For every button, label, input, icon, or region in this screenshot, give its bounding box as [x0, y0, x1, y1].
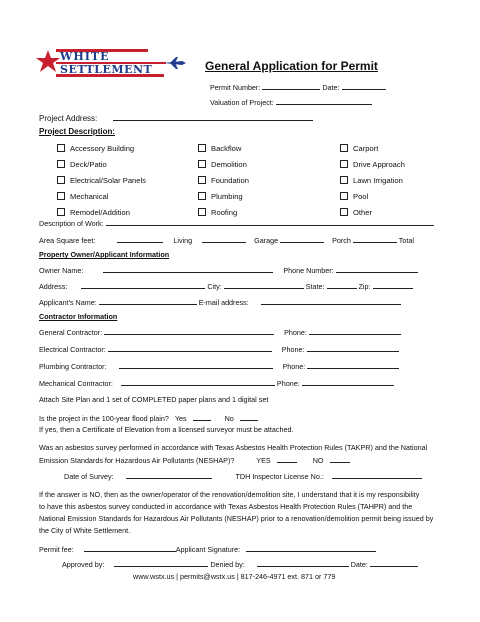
zip-field[interactable]: [373, 281, 413, 289]
checkbox-demolition[interactable]: Demolition: [198, 157, 249, 173]
plumbing-contractor-label: Plumbing Contractor:: [39, 362, 107, 371]
electrical-phone-field[interactable]: [307, 344, 399, 352]
flood-question: Is the project in the 100-year flood plain?: [39, 414, 169, 423]
footer-contact: www.wstx.us | permits@wstx.us | 817-246-4971 ext. 871 or 779: [133, 572, 336, 581]
total-label: Total: [398, 236, 414, 245]
electrical-contractor-label: Electrical Contractor:: [39, 345, 106, 354]
applicant-name-field[interactable]: [99, 297, 197, 305]
mechanical-contractor-label: Mechanical Contractor:: [39, 379, 113, 388]
plumbing-contractor-field[interactable]: [119, 361, 273, 369]
checkbox-deck-patio[interactable]: Deck/Patio: [57, 157, 146, 173]
address-label: Address:: [39, 282, 68, 291]
plumbing-phone-label: Phone:: [282, 362, 306, 371]
phone-number-field[interactable]: [336, 265, 418, 273]
date-of-survey-field[interactable]: [126, 471, 212, 479]
signature-date-field[interactable]: [370, 559, 418, 567]
responsibility-line1: If the answer is NO, then as the owner/operator of the renovation/demolition site, I understand that it is my responsibility: [39, 490, 420, 499]
checkbox-roofing[interactable]: Roofing: [198, 205, 249, 221]
date-label: Date:: [322, 83, 340, 92]
logo-line1: WHITE: [60, 50, 110, 63]
email-field[interactable]: [261, 297, 401, 305]
checkbox-column-1: [57, 141, 146, 221]
permit-fee-label: Permit fee:: [39, 545, 74, 554]
approved-by-label: Approved by:: [62, 560, 105, 569]
state-field[interactable]: [327, 281, 357, 289]
checkbox-drive-approach[interactable]: Drive Approach: [340, 157, 405, 173]
tdh-license-field[interactable]: [332, 471, 422, 479]
description-of-work-label: Description of Work:: [39, 219, 104, 228]
address-field[interactable]: [81, 281, 205, 289]
denied-by-label: Denied by:: [210, 560, 245, 569]
general-phone-label: Phone:: [284, 328, 307, 337]
owner-section-heading: Property Owner/Applicant Information: [39, 250, 170, 259]
flood-no-field[interactable]: [240, 413, 258, 421]
asbestos-no-field[interactable]: [330, 455, 350, 463]
checkbox-accessory-building[interactable]: Accessory Building: [57, 141, 146, 157]
checkbox-electrical-solar[interactable]: Electrical/Solar Panels: [57, 173, 146, 189]
checkbox-lawn-irrigation[interactable]: Lawn Irrigation: [340, 173, 405, 189]
date-of-survey-label: Date of Survey:: [64, 472, 114, 481]
approved-by-field[interactable]: [114, 559, 208, 567]
checkbox-carport[interactable]: Carport: [340, 141, 405, 157]
responsibility-line2: to have this asbestos survey conducted in accordance with Texas Asbestos Health Protection Rules (TAHPR) and the: [39, 502, 413, 511]
city-field[interactable]: [224, 281, 304, 289]
area-label: Area Square feet:: [39, 236, 96, 245]
area-field[interactable]: [117, 235, 163, 243]
checkbox-remodel-addition[interactable]: Remodel/Addition: [57, 205, 146, 221]
owner-name-label: Owner Name:: [39, 266, 84, 275]
responsibility-line4: the City of White Settlement.: [39, 526, 131, 535]
porch-label: Porch: [332, 236, 351, 245]
permit-number-label: Permit Number:: [210, 83, 261, 92]
applicant-signature-label: Applicant Signature:: [175, 545, 241, 554]
garage-label: Garage: [254, 236, 279, 245]
mechanical-phone-field[interactable]: [302, 378, 394, 386]
applicant-signature-field[interactable]: [246, 544, 376, 552]
checkbox-plumbing[interactable]: Plumbing: [198, 189, 249, 205]
checkbox-pool[interactable]: Pool: [340, 189, 405, 205]
attach-note: Attach Site Plan and 1 set of COMPLETED paper plans and 1 digital set: [39, 395, 269, 404]
asbestos-yes-field[interactable]: [277, 455, 297, 463]
checkbox-other[interactable]: Other: [340, 205, 405, 221]
checkbox-column-2: [198, 141, 249, 221]
garage-field[interactable]: [280, 235, 324, 243]
denied-by-field[interactable]: [257, 559, 349, 567]
permit-number-field[interactable]: [262, 82, 320, 90]
city-label: City:: [207, 282, 222, 291]
electrical-phone-label: Phone:: [281, 345, 305, 354]
porch-field[interactable]: [353, 235, 397, 243]
project-address-label: Project Address:: [39, 114, 98, 123]
flood-yes-field[interactable]: [193, 413, 211, 421]
state-label: State:: [305, 282, 325, 291]
asbestos-line1: Was an asbestos survey performed in accordance with Texas Asbestos Health Protection Rules (TAKPR) and the National: [39, 443, 428, 452]
email-label: E-mail address:: [198, 298, 249, 307]
page-title: General Application for Permit: [205, 59, 378, 73]
living-label: Living: [173, 236, 193, 245]
zip-label: Zip:: [358, 282, 371, 291]
tdh-license-label: TDH Inspector License No.:: [235, 472, 324, 481]
general-phone-field[interactable]: [309, 327, 401, 335]
asbestos-line2: Emission Standards for Hazardous Air Pollutants (NESHAP)?: [39, 456, 235, 465]
checkbox-mechanical[interactable]: Mechanical: [57, 189, 146, 205]
mechanical-contractor-field[interactable]: [121, 378, 275, 386]
mechanical-phone-label: Phone:: [276, 379, 300, 388]
date-field[interactable]: [342, 82, 386, 90]
city-logo: [30, 44, 188, 82]
signature-date-label: Date:: [350, 560, 368, 569]
valuation-field[interactable]: [276, 97, 372, 105]
general-contractor-field[interactable]: [104, 327, 274, 335]
permit-fee-field[interactable]: [84, 544, 176, 552]
plumbing-phone-field[interactable]: [307, 361, 399, 369]
general-contractor-label: General Contractor:: [39, 328, 103, 337]
project-address-field[interactable]: [113, 113, 313, 121]
phone-number-label: Phone Number:: [283, 266, 334, 275]
responsibility-line3: National Emission Standards for Hazardous Air Pollutants (NESHAP) prior to a renovation/demolition permit being issued by: [39, 514, 434, 523]
flood-yes-label: Yes: [174, 414, 187, 423]
applicant-name-label: Applicant's Name:: [39, 298, 97, 307]
contractor-section-heading: Contractor Information: [39, 312, 118, 321]
checkbox-backflow[interactable]: Backflow: [198, 141, 249, 157]
description-of-work-field[interactable]: [106, 218, 434, 226]
electrical-contractor-field[interactable]: [108, 344, 272, 352]
owner-name-field[interactable]: [103, 265, 273, 273]
flood-note: If yes, then a Certificate of Elevation from a licensed surveyor must be attached.: [39, 425, 294, 434]
living-field[interactable]: [202, 235, 246, 243]
logo-line2: SETTLEMENT: [60, 63, 153, 76]
project-description-heading: Project Description:: [39, 127, 116, 136]
asbestos-no-label: NO: [312, 456, 324, 465]
valuation-label: Valuation of Project:: [210, 98, 274, 107]
asbestos-yes-label: YES: [256, 456, 271, 465]
checkbox-foundation[interactable]: Foundation: [198, 173, 249, 189]
flood-no-label: No: [224, 414, 234, 423]
checkbox-column-3: [340, 141, 405, 221]
